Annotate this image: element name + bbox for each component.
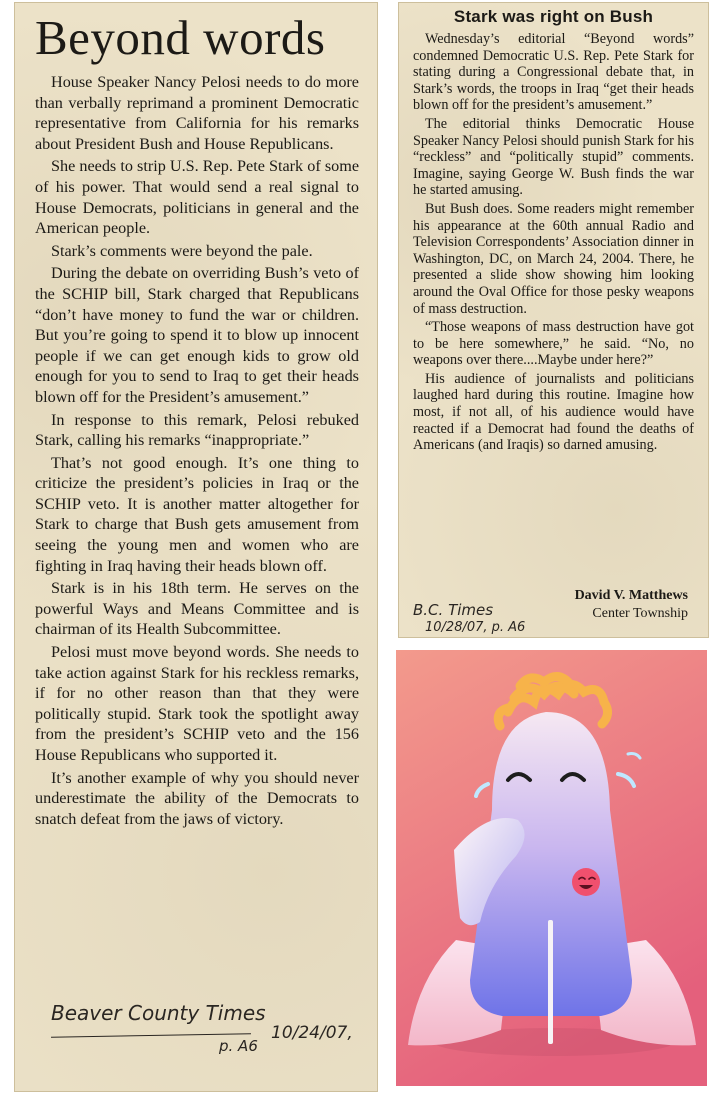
handwritten-date-page: 10/28/07, p. A6 bbox=[425, 620, 526, 635]
letter-headline: Stark was right on Bush bbox=[453, 7, 654, 26]
editorial-paragraph: In response to this remark, Pelosi rebuked Stark, calling his remarks “inappropriate.” bbox=[35, 410, 359, 450]
handwritten-page: p. A6 bbox=[219, 1037, 258, 1055]
letter-clipping bbox=[398, 2, 709, 638]
smiley-badge bbox=[572, 868, 600, 896]
editorial-paragraph: Stark’s comments were beyond the pale. bbox=[51, 241, 313, 260]
editorial-paragraph: Stark is in his 18th term. He serves on the powerful Ways and Means Committee and is chairman of its Health Subcommittee. bbox=[35, 579, 359, 639]
editorial-paragraph: That’s not good enough. It’s one thing to criticize the president’s policies in Iraq or the SCHIP veto. It is another matter altogether for Stark to charge that Bush gets amusement from seeing the young men and women who are fighting in Iraq having their heads blown off. bbox=[35, 453, 359, 575]
letter-paragraph: But Bush does. Some readers might remember his appearance at the 60th annual Radio and Television Correspondents’ Association dinner in Washington, DC, on March 24, 2004. There, he presented a slide show showing him looking around the Oval Office for those pesky weapons of mass destruction. bbox=[413, 200, 694, 317]
handwritten-source: B.C. Times bbox=[413, 601, 494, 619]
handwritten-date: 10/24/07, bbox=[271, 1023, 353, 1043]
laughing-character-illustration bbox=[396, 650, 707, 1086]
cane bbox=[548, 920, 553, 1044]
author-location: Center Township bbox=[592, 606, 688, 621]
character-art bbox=[396, 650, 707, 1086]
letter-paragraph: His audience of journalists and politicians laughed hard during this routine. Imagine how most, if not all, of his audience would have reacted if a Democrat had found the deaths of Americans (and Iraqis) so darned amusing. bbox=[413, 370, 694, 454]
handwritten-source-note bbox=[413, 601, 525, 637]
handwritten-source: Beaver County Times bbox=[51, 1001, 266, 1025]
editorial-headline: Beyond words bbox=[35, 10, 326, 65]
editorial-paragraph: House Speaker Nancy Pelosi needs to do more than verbally reprimand a prominent Democratic representative from California for his remarks about President Bush and House Republicans. bbox=[35, 73, 359, 153]
letter-paragraph: The editorial thinks Democratic House Speaker Nancy Pelosi should punish Stark for his “reckless” and “politically stupid” comments. Imagine, saying George W. Bush finds the war he started amusing. bbox=[413, 115, 694, 199]
author-name: David V. Matthews bbox=[574, 588, 688, 603]
letter-paragraph: Wednesday’s editorial “Beyond words” condemned Democratic U.S. Rep. Pete Stark for stating during a Congressional debate that, in Stark’s words, the troops in Iraq “get their heads blown off for the president’s amusement.” bbox=[413, 31, 694, 114]
letter-author bbox=[575, 587, 688, 623]
editorial-clipping bbox=[14, 2, 378, 1092]
editorial-paragraph: During the debate on overriding Bush’s veto of the SCHIP bill, Stark charged that Republicans “don’t have money to fund the war or children. But you’re going to spend it to blow up innocent people if we can get enough kids to grow old enough for you to send to Iraq to get their heads blown off for the President’s amusement.” bbox=[35, 264, 359, 406]
handwritten-source-note bbox=[51, 1001, 353, 1055]
editorial-paragraph: She needs to strip U.S. Rep. Pete Stark of some of his power. That would send a real signal to House Democrats, politicians in general and the American people. bbox=[35, 157, 359, 238]
editorial-paragraph: It’s another example of why you should never underestimate the ability of the Democrats to snatch defeat from the jaws of victory. bbox=[35, 768, 359, 828]
editorial-paragraph: Pelosi must move beyond words. She needs to take action against Stark for his reckless remarks, if for no other reason than that they were politically stupid. Stark took the spotlight away from the president’s SCHIP veto and the 156 House Republicans who supported it. bbox=[35, 643, 359, 764]
letter-paragraph: “Those weapons of mass destruction have got to be here somewhere,” he said. “No, no weapons over there....Maybe under here?” bbox=[413, 319, 694, 369]
